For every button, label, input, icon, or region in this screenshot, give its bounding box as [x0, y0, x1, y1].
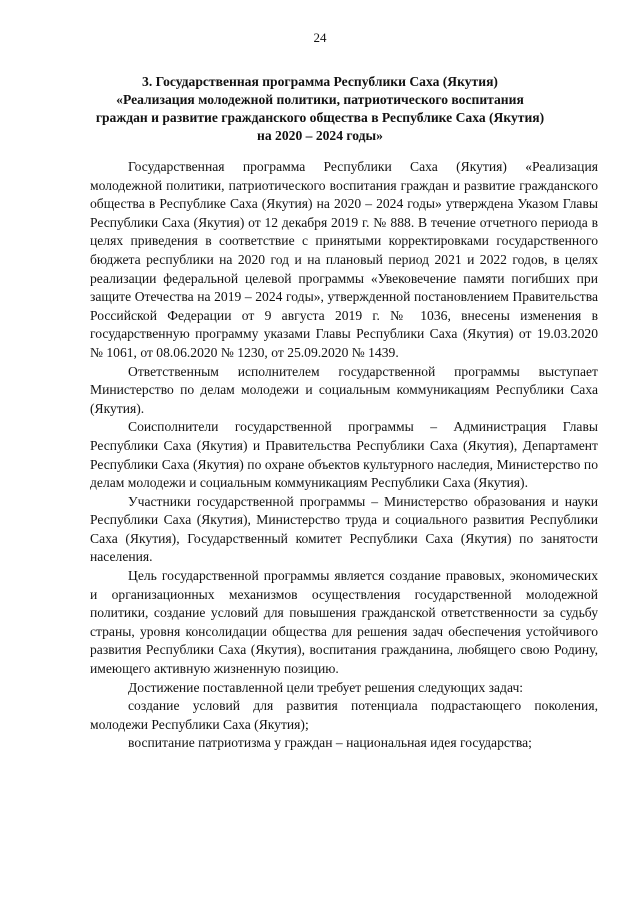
paragraph-task-patriotism: воспитание патриотизма у граждан – национальная идея государства; [128, 735, 532, 751]
paragraph-co-executors: Соисполнители государственной программы – Администрация Главы Республики Саха (Якутия) и Правительства Республики Саха (Якутия), Департамент Республики Саха (Якутия) по охране объектов культурного наследия, Министерство по делам молодежи и социальным коммуникациям Республики Саха (Якутия). [90, 419, 598, 491]
page-number: 24 [313, 30, 327, 45]
paragraph-program-goal: Цель государственной программы является создание правовых, экономических и организационных механизмов осуществления государственной молодежной политики, создание условий для повышения гражданской ответственности за судьбу страны, уровня консолидации общества для решения задач обеспечения устойчивого развития Республики Саха (Якутия), воспитания гражданина, любящего свою Родину, имеющего активную жизненную позицию. [90, 568, 598, 677]
document-body [90, 158, 598, 753]
section-heading-line: граждан и развитие гражданского общества в Республике Саха (Якутия) [95, 110, 545, 125]
paragraph-participants: Участники государственной программы – Министерство образования и науки Республики Саха (Якутия), Министерство труда и социального развития Республики Саха (Якутия), Государственный комитет Республики Саха (Якутия) по занятости населения. [90, 493, 598, 565]
paragraph-tasks-intro: Достижение поставленной цели требует решения следующих задач: [128, 679, 524, 695]
section-heading [80, 73, 560, 145]
section-heading-line: «Реализация молодежной политики, патриотического воспитания [116, 92, 524, 107]
paragraph-responsible-executor: Ответственным исполнителем государственной программы выступает Министерство по делам молодежи и социальным коммуникациям Республики Саха (Якутия). [90, 363, 598, 416]
paragraph-program-approval: Государственная программа Республики Саха (Якутия) «Реализация молодежной политики, патриотического воспитания граждан и развитие гражданского общества в Республике Саха (Якутия) на 2020 – 2024 годы» утверждена Указом Главы Республики Саха (Якутия) от 12 декабря 2019 г. № 888. В течение отчетного периода в целях приведения в соответствие с принятыми корректировками государственного бюджета республики на 2020 год и на плановый период 2021 и 2022 годов, в целях реализации федеральной целевой программы «Увековечение памяти погибших при защите Отечества на 2019 – 2024 годы», утвержденной постановлением Правительства Российской Федерации от 9 августа 2019 г. № 1036, внесены изменения в государственную программу указами Главы Республики Саха (Якутия) от 19.03.2020 № 1061, от 08.06.2020 № 1230, от 25.09.2020 № 1439. [90, 159, 598, 360]
section-heading-line: на 2020 – 2024 годы» [257, 128, 383, 143]
section-heading-line: 3. Государственная программа Республики Саха (Якутия) [142, 74, 498, 89]
paragraph-task-youth-potential: создание условий для развития потенциала подрастающего поколения, молодежи Республики Саха (Якутия); [90, 698, 598, 732]
